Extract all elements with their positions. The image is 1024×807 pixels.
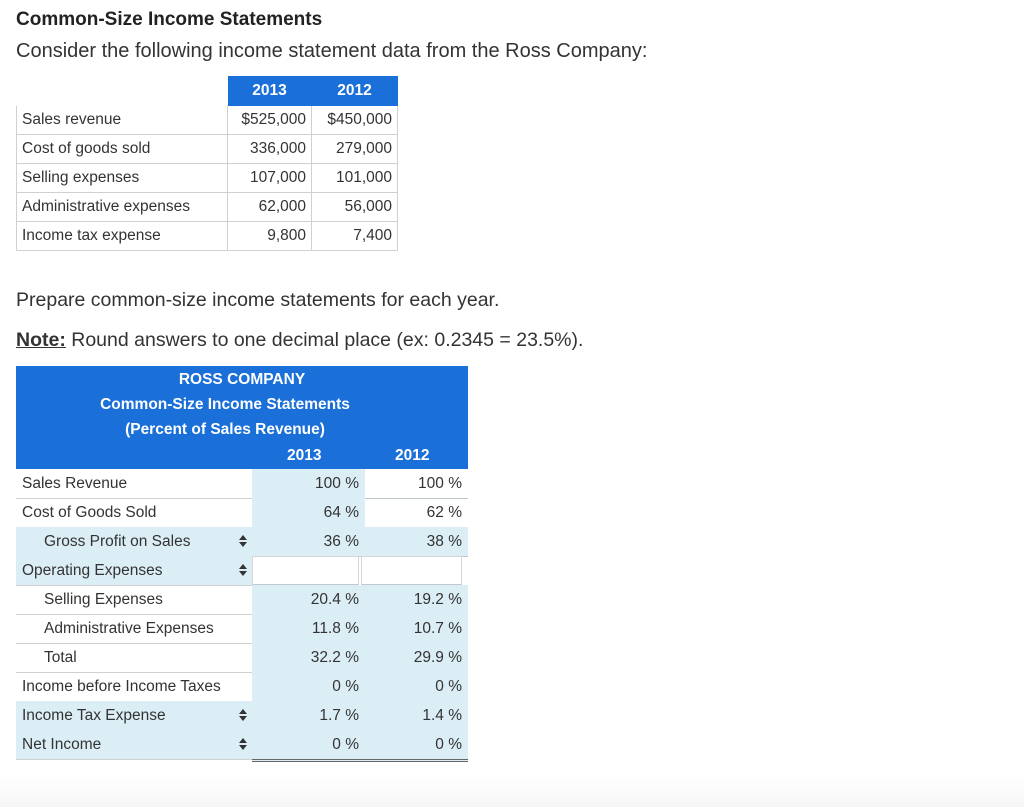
given-value-2012: $450,000: [312, 106, 398, 135]
value-2013-input[interactable]: 64 %: [252, 498, 365, 528]
up-down-arrows-icon: [238, 556, 248, 585]
table-row: [17, 106, 398, 135]
note-label: Note:: [16, 329, 66, 351]
statement-basis: (Percent of Sales Revenue): [125, 421, 325, 438]
net-income-select[interactable]: [16, 730, 256, 760]
given-value-2012: 56,000: [312, 193, 398, 222]
table-row: [16, 498, 468, 527]
rounding-note: [16, 329, 583, 352]
value-2013-input[interactable]: 36 %: [252, 527, 365, 557]
table-row: [16, 527, 468, 556]
given-data-table: [16, 76, 398, 251]
prepare-instruction: Prepare common-size income statements for each year.: [16, 289, 500, 311]
table-row: [16, 469, 468, 498]
value-2012-input[interactable]: 62 %: [361, 498, 468, 528]
value-2012-input[interactable]: 19.2 %: [361, 585, 468, 615]
given-value-2013: 9,800: [228, 222, 312, 251]
table-row: [17, 164, 398, 193]
row-label: Income Tax Expense: [22, 707, 166, 724]
given-label: Selling expenses: [17, 164, 228, 193]
row-label: Sales Revenue: [16, 469, 256, 499]
common-size-header: [16, 366, 468, 469]
value-2012-input[interactable]: 0 %: [361, 730, 468, 762]
up-down-arrows-icon: [238, 527, 248, 556]
given-value-2013: 107,000: [228, 164, 312, 193]
value-2012-input[interactable]: 29.9 %: [361, 643, 468, 673]
row-label: Administrative Expenses: [16, 614, 256, 644]
gross-profit-select[interactable]: [16, 527, 256, 557]
row-label: Cost of Goods Sold: [16, 498, 256, 528]
table-row: [16, 672, 468, 701]
table-row: [17, 222, 398, 251]
value-2012-input[interactable]: [361, 556, 462, 585]
row-label: Operating Expenses: [22, 562, 163, 579]
given-value-2013: 62,000: [228, 193, 312, 222]
row-label: Selling Expenses: [16, 585, 256, 615]
column-2012: 2012: [395, 447, 430, 464]
value-2012-input[interactable]: 1.4 %: [361, 701, 468, 731]
operating-expenses-select[interactable]: [16, 556, 256, 586]
value-2013-input[interactable]: 11.8 %: [252, 614, 365, 644]
page-title: Common-Size Income Statements: [16, 9, 323, 30]
table-row: [16, 701, 468, 730]
value-2013-input[interactable]: 1.7 %: [252, 701, 365, 731]
given-value-2012: 101,000: [312, 164, 398, 193]
given-header-2013: 2013: [228, 77, 312, 106]
given-value-2013: $525,000: [228, 106, 312, 135]
row-label: Gross Profit on Sales: [44, 533, 191, 550]
table-row: [17, 193, 398, 222]
row-label: Total: [16, 643, 256, 673]
given-header-blank: [17, 77, 228, 106]
row-label: Net Income: [22, 736, 102, 753]
table-row: [17, 135, 398, 164]
table-row: [16, 556, 468, 585]
row-label: Income before Income Taxes: [16, 672, 256, 702]
given-header-2012: 2012: [312, 77, 398, 106]
column-2013: 2013: [287, 447, 322, 464]
value-2012-input[interactable]: 10.7 %: [361, 614, 468, 644]
given-header-row: [17, 77, 398, 106]
value-2013-input[interactable]: 0 %: [252, 672, 365, 702]
income-tax-expense-select[interactable]: [16, 701, 256, 731]
given-value-2012: 7,400: [312, 222, 398, 251]
statement-title: Common-Size Income Statements: [100, 396, 350, 413]
given-value-2012: 279,000: [312, 135, 398, 164]
company-name: ROSS COMPANY: [178, 371, 306, 388]
table-row: [16, 643, 468, 672]
value-2013-input[interactable]: 100 %: [252, 469, 365, 499]
page-bottom-edge: [0, 775, 1024, 807]
table-row: [16, 585, 468, 614]
table-row: [16, 730, 468, 759]
up-down-arrows-icon: [238, 730, 248, 759]
value-2013-input[interactable]: 32.2 %: [252, 643, 365, 673]
intro-text: Consider the following income statement data from the Ross Company:: [16, 40, 648, 62]
value-2012-input[interactable]: 38 %: [361, 527, 468, 557]
value-2013-input[interactable]: 0 %: [252, 730, 365, 762]
value-2012-input[interactable]: 0 %: [361, 672, 468, 702]
value-2013-input[interactable]: [252, 556, 359, 585]
value-2012-input[interactable]: 100 %: [361, 469, 468, 499]
value-2013-input[interactable]: 20.4 %: [252, 585, 365, 615]
given-label: Cost of goods sold: [17, 135, 228, 164]
given-value-2013: 336,000: [228, 135, 312, 164]
table-row: [16, 614, 468, 643]
common-size-table: [16, 366, 468, 759]
up-down-arrows-icon: [238, 701, 248, 730]
note-text: Round answers to one decimal place (ex: 0.2345 = 23.5%).: [65, 329, 584, 351]
given-label: Income tax expense: [17, 222, 228, 251]
given-label: Sales revenue: [17, 106, 228, 135]
given-label: Administrative expenses: [17, 193, 228, 222]
